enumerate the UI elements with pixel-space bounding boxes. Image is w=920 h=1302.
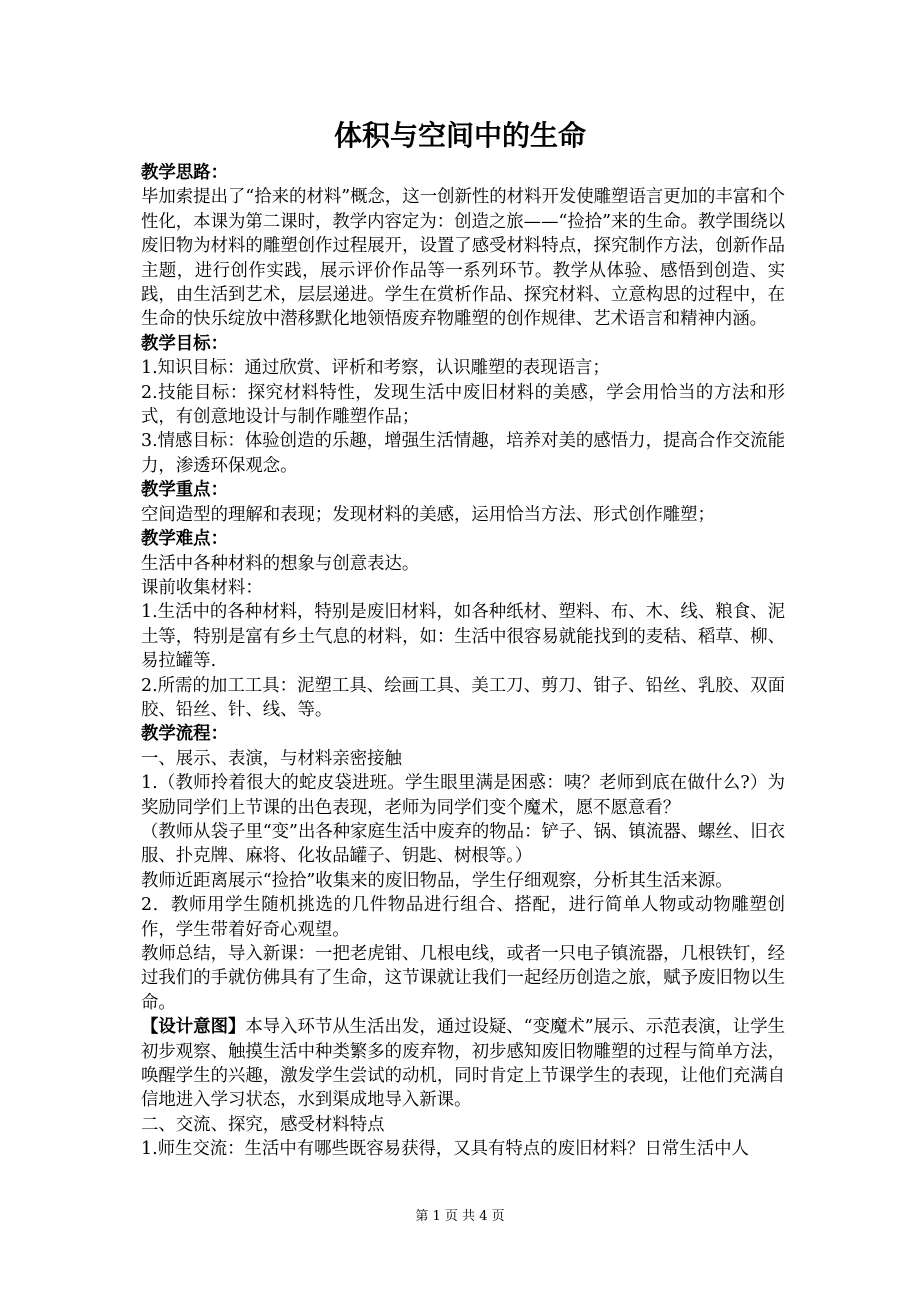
section-heading-difficulty: 教学难点： bbox=[141, 529, 228, 550]
document-body bbox=[141, 161, 785, 1162]
goal-item-2: 2.技能目标：探究材料特性，发现生活中废旧材料的美感，学会用恰当的方法和形式，有创意地设计与制作雕塑作品； bbox=[141, 382, 785, 428]
section-heading-key-points: 教学重点： bbox=[141, 480, 228, 501]
design-intent-paragraph bbox=[141, 1015, 785, 1113]
paragraph-difficulty: 生活中各种材料的想象与创意表达。 bbox=[141, 553, 420, 574]
step-1-paragraph-2: （教师从袋子里“变”出各种家庭生活中废弃的物品：铲子、锅、镇流器、螺丝、旧衣服、扑克牌、麻将、化妆品罐子、钥匙、树根等。） bbox=[141, 821, 785, 867]
step-2-paragraph-1: 1.师生交流：生活中有哪些既容易获得，又具有特点的废旧材料？日常生活中人 bbox=[141, 1139, 749, 1160]
material-item-1: 1.生活中的各种材料，特别是废旧材料，如各种纸材、塑料、布、木、线、粮食、泥土等，特别是富有乡土气息的材料，如：生活中很容易就能找到的麦秸、稻草、柳、易拉罐等. bbox=[141, 602, 785, 672]
step-1-title: 一、展示、表演，与材料亲密接触 bbox=[141, 748, 402, 769]
paragraph-key-points: 空间造型的理解和表现；发现材料的美感，运用恰当方法、形式创作雕塑； bbox=[141, 504, 715, 525]
section-heading-materials: 课前收集材料： bbox=[141, 577, 263, 598]
page-footer: 第 1 页 共 4 页 bbox=[415, 1209, 505, 1224]
section-heading-thinking: 教学思路： bbox=[141, 163, 228, 183]
goal-item-3: 3.情感目标：体验创造的乐趣，增强生活情趣，培养对美的感悟力，提高合作交流能力，渗透环保观念。 bbox=[141, 431, 785, 476]
step-1-paragraph-5: 教师总结，导入新课：一把老虎钳、几根电线，或者一只电子镇流器，几根铁钉，经过我们的手就仿佛具有了生命，这节课就让我们一起经历创造之旅，赋予废旧物以生命。 bbox=[141, 944, 785, 1013]
design-intent-label: 【设计意图】 bbox=[141, 1017, 246, 1038]
step-1-paragraph-3: 教师近距离展示“捡拾”收集来的废旧物品，学生仔细观察，分析其生活来源。 bbox=[141, 870, 733, 891]
step-2-title: 二、交流、探究，感受材料特点 bbox=[141, 1114, 385, 1135]
design-intent-text: 本导入环节从生活出发，通过设疑、“变魔术”展示、示范表演，让学生初步观察、触摸生活中种类繁多的废弃物，初步感知废旧物雕塑的过程与简单方法，唤醒学生的兴趣，激发学生尝试的动机，同时肯定上节课学生的表现，让他们充满自信地进入学习状态，水到渠成地导入新课。 bbox=[141, 1017, 785, 1111]
section-heading-goals: 教学目标： bbox=[141, 333, 228, 354]
section-heading-process: 教学流程： bbox=[141, 724, 228, 745]
goal-item-1: 1.知识目标：通过欣赏、评析和考察，认识雕塑的表现语言； bbox=[141, 358, 610, 379]
step-1-paragraph-1: 1.（教师拎着很大的蛇皮袋进班。学生眼里满是困惑：咦？老师到底在做什么?）为奖励同学们上节课的出色表现，老师为同学们变个魔术，愿不愿意看？ bbox=[141, 773, 785, 818]
material-item-2: 2.所需的加工工具：泥塑工具、绘画工具、美工刀、剪刀、钳子、铅丝、乳胶、双面胶、铅丝、针、线、等。 bbox=[141, 675, 785, 720]
step-1-paragraph-4: 2．教师用学生随机挑选的几件物品进行组合、搭配，进行简单人物或动物雕塑创作，学生带着好奇心观望。 bbox=[141, 895, 785, 940]
paragraph-thinking: 毕加索提出了“拾来的材料”概念，这一创新性的材料开发使雕塑语言更加的丰富和个性化，本课为第二课时，教学内容定为：创造之旅——“捡拾”来的生命。教学围绕以废旧物为材料的雕塑创作过程展开，设置了感受材料特点，探究制作方法，创新作品主题，进行创作实践，展示评价作品等一系列环节。教学从体验、感悟到创造、实践，由生活到艺术，层层递进。学生在赏析作品、探究材料、立意构思的过程中，在生命的快乐绽放中潜移默化地领悟废弃物雕塑的创作规律、艺术语言和精神内涵。 bbox=[141, 187, 785, 330]
page-title: 体积与空间中的生命 bbox=[333, 119, 586, 152]
